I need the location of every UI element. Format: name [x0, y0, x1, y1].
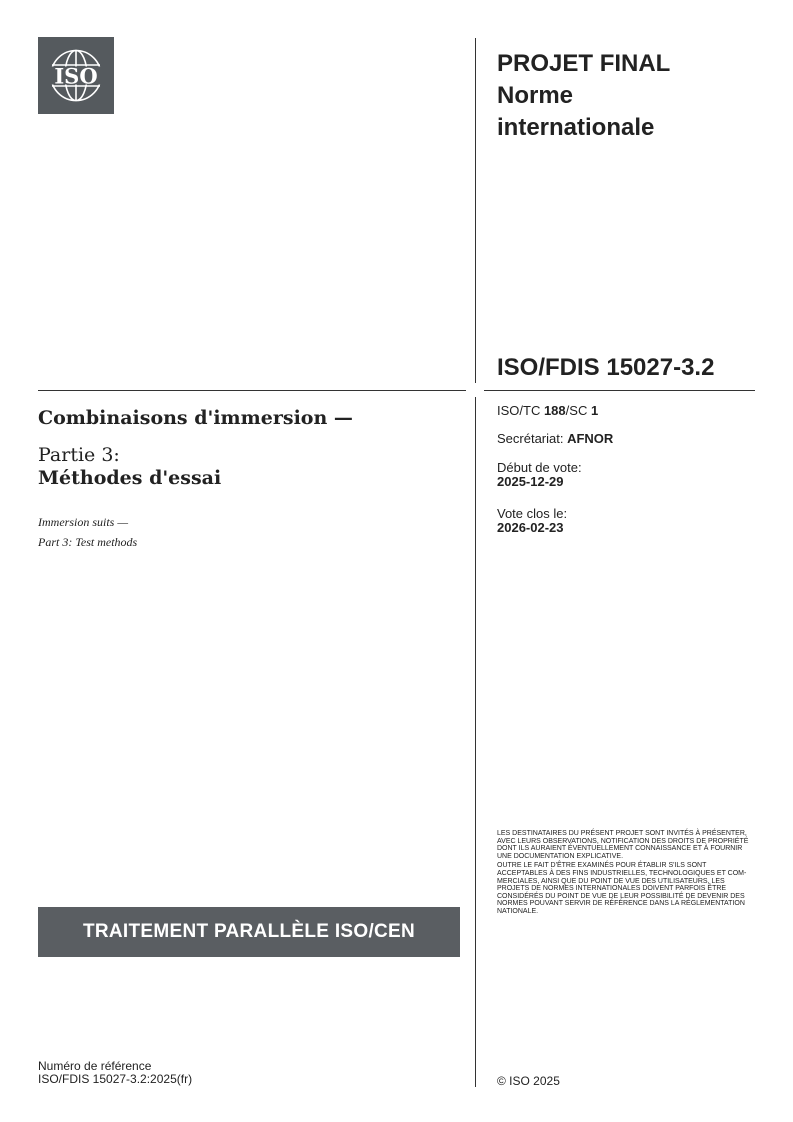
vote-start-label: Début de vote: [497, 460, 582, 475]
vertical-divider-top [475, 38, 476, 383]
copyright: © ISO 2025 [497, 1074, 560, 1088]
notice-paragraph-2: OUTRE LE FAIT D'ÊTRE EXAMINÉS POUR ÉTABLIR S'ILS SONT ACCEPTABLES À DES FINS INDUSTRIELLES, TECHNOLOGIQUES ET COM-MERCIALES, AINSI QUE DU POINT DE VUE DES UTILISATEURS, LES PROJETS DE NORMES INTERNATIONALES DOIVENT PARFOIS ÊTRE CONSIDÉRÉS DU POINT DE VUE DE LEUR POSSIBILITÉ DE DEVENIR DES NORMES POUVANT SERVIR DE RÉFÉRENCE DANS LA RÉGLEMENTATION NATIONALE. [497, 862, 747, 915]
vote-end [497, 507, 567, 535]
iso-globe-icon [38, 37, 114, 114]
iso-logo [38, 37, 114, 114]
logo-text: ISO [54, 63, 98, 89]
secretariat-line [497, 432, 613, 446]
title-part-en: Part 3: Test methods [38, 535, 138, 549]
title-part-fr [38, 444, 221, 490]
title-en [38, 512, 137, 552]
part-title-fr: Méthodes d'essai [38, 467, 222, 489]
vertical-divider-bottom [475, 397, 476, 1087]
horizontal-divider-right [484, 390, 755, 391]
vote-end-label: Vote clos le: [497, 506, 568, 521]
tc-prefix: ISO/TC [497, 403, 544, 418]
reference-number [38, 1060, 192, 1086]
title-main-en: Immersion suits — [38, 515, 129, 529]
document-stage: PROJET FINAL [497, 50, 671, 77]
tc-number: 188 [543, 403, 566, 418]
vote-end-value: 2026-02-23 [497, 520, 564, 535]
vote-start-value: 2025-12-29 [497, 474, 564, 489]
part-number-fr: Partie 3: [38, 444, 120, 466]
document-kind-line2: internationale [497, 114, 655, 141]
secretariat-value: AFNOR [567, 431, 614, 446]
secretariat-label: Secrétariat: [497, 431, 568, 446]
reference-value: ISO/FDIS 15027-3.2:2025(fr) [38, 1072, 193, 1086]
committee-line [497, 404, 598, 418]
legal-notice [497, 830, 757, 918]
standard-number: ISO/FDIS 15027-3.2 [497, 354, 715, 381]
document-kind-line1: Norme [497, 82, 574, 109]
notice-paragraph-1: LES DESTINATAIRES DU PRÉSENT PROJET SONT INVITÉS À PRÉSENTER, AVEC LEURS OBSERVATIONS, NOTIFICATION DES DROITS DE PROPRIÉTÉ DONT ILS AURAIENT ÉVENTUELLEMENT CONNAISSANCE ET À FOURNIR UNE DOCUMENTATION EXPLICATIVE. [497, 830, 749, 860]
parallel-processing-banner: TRAITEMENT PARALLÈLE ISO/CEN [38, 907, 460, 957]
document-type [497, 48, 670, 144]
sc-number: 1 [590, 403, 599, 418]
vote-start [497, 461, 582, 489]
reference-label: Numéro de référence [38, 1059, 152, 1073]
title-main-fr: Combinaisons d'immersion — [38, 407, 353, 429]
horizontal-divider-left [38, 390, 466, 391]
sc-prefix: /SC [565, 403, 591, 418]
